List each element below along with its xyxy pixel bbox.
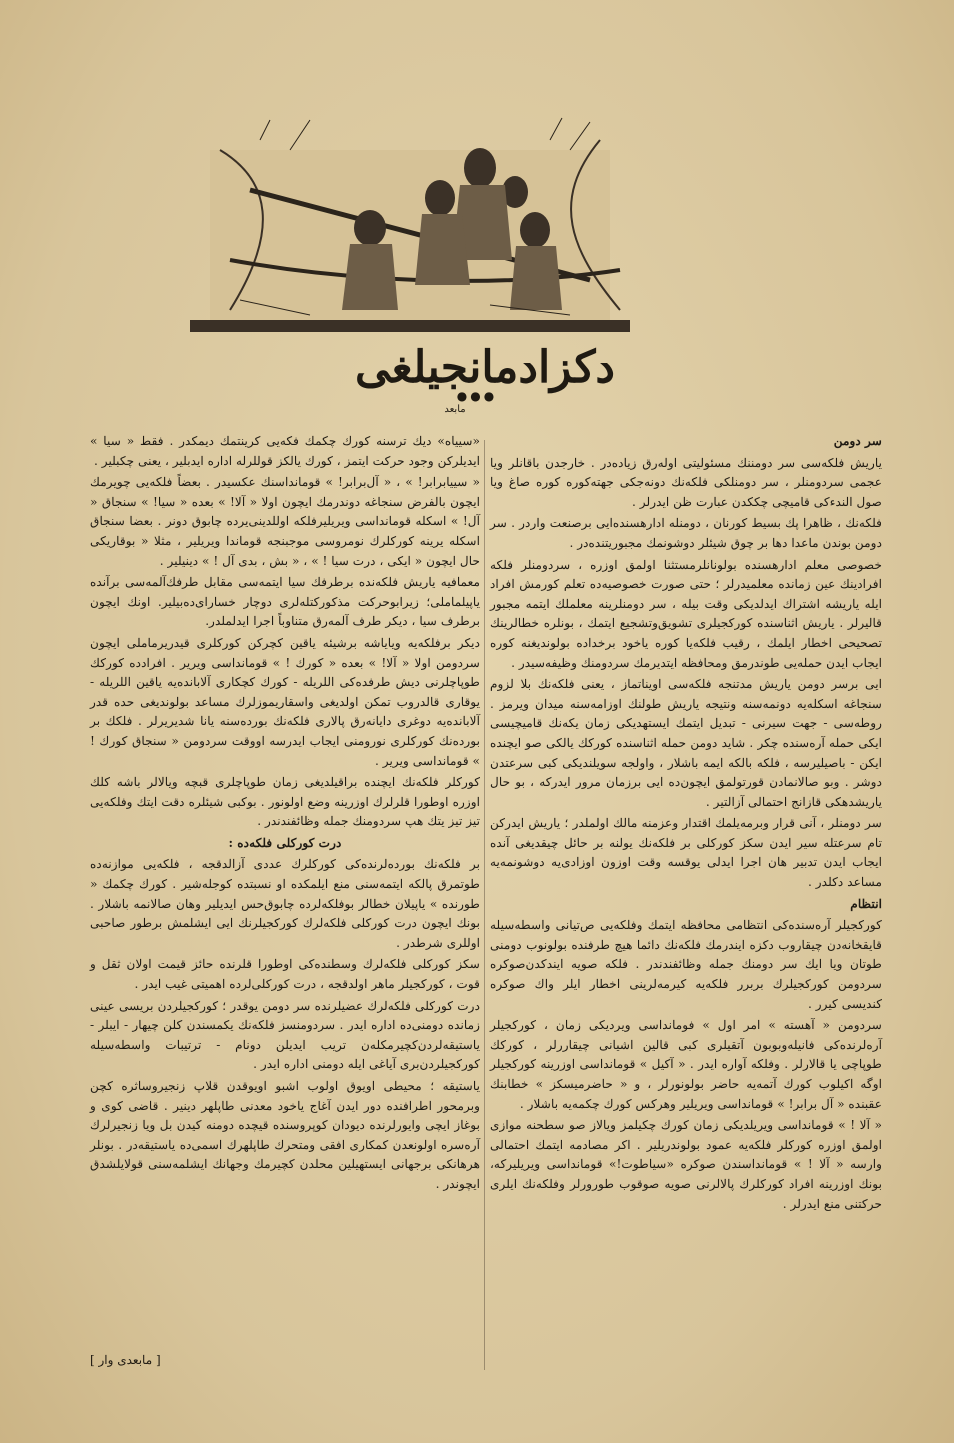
continued-note: [ مابعدى وار ] <box>90 1353 161 1367</box>
article-subtitle: مابعد <box>444 404 466 415</box>
right-column <box>490 432 882 1216</box>
paragraph: ايى برسر دومن ياريش مدتنجه فلكه‌سى اويناتماز ، يعنى فلكه‌نك بلا لزوم سنجاغه اسكله‌يه دونمه‌سنه ونتيجه ياريش طولنك اوزامه‌سنه ميدان ويرمز . روطه‌سى - جهت سيرنى - تبديل ايتمك ايستهديكى زمان يكه‌نك قاميچيسى ايكى حمله آره‌سنده چكر . شايد دومن حمله اثناسنده كوركك يالكى صو ايچنده ايكن - باصيليرسه ، فلكه بالكه ايمه باشلار ، واولجه سويلنديكى كبى سرعتدن دوشر . وبو صالانمادن قورتولمق ايچون‌ده ايى برزمان مرور ايدركه ، بو حال ياريشدهكى قازانج احتمالى آزالتير . <box>490 677 882 809</box>
paragraph: سردومن « آهسته » امر اول » فومانداسى ويرديكى زمان ، كوركجيلر آره‌لرنده‌كى فانيله‌وبوبون آتقيلرى كبى قالين اشيانى چيقاررلر ، كوركك طوپاچى يا قالارلر . وفلكه آواره ايدر . « آكيل » قومانداسى اوزرينه كوركجيلر اوگه اكيلوب كورك آتمه‌يه حاضر بولونورلر ، و « حاضرميسكز » خطابنك عقبنده « آل برابر! » قومانداسى ويريلير وهركس كورك چكمه‌يه باشلار . <box>490 1018 882 1111</box>
paragraph: معمافيه ياريش فلكه‌نده برطرفك سيا ايتمه‌سى مقابل طرفك‌آلمه‌سى برآنده ياپيلماملى؛ زيرابوحركت مذكوركتله‌لرى دوچار خساراى‌ده‌بيلير. اونك ايچون برطرف سيا ، ديكر طرف آلمه‌رق متناوباً اجرا ايدلملدر. <box>90 575 480 629</box>
paragraph: سكز كوركلى فلكه‌لرك وسطنده‌كى اوطورا قلرنده حائز قيمت اولان ثقل و قوت ، كوركجيلر ماهر اولدقجه ، درت كوركلى‌لرده اهميتى غيب ايدر . <box>90 957 480 992</box>
paragraph: « آلا ! » قومانداسى ويريلديكى زمان كورك چكيلمز ويالاز صو سطحنه موازى اولمق اوزره كوركلر فلكه‌يه عمود بولوندريلير . اكر مصادمه ايتمك احتمالى وارسه « آلا ! » قومانداسندن صوكره «سياطوت!» قومانداسى ويريليركه، بونك اوزرينه افراد كوركلرك پالالرنى صويه صوقوب طورورلر وفلكه‌نك ايلرى حركتنى منع ايدرلر . <box>490 1118 882 1211</box>
paragraph: « سييابرابر! » ، « آل‌برابر! » قومانداسنك عكسيدر . بعضاً فلكه‌يى چويرمك ايچون بالفرض سنجاغه دوندرمك ايچون اولا « آلا! » بعده « سيا! » سنجاق « آل! » اسكله قومانداسى ويريليرفلكه اوللدينى‌يرده چابوق دونر . بعضا سنجاق اسكله يرينه كوركلرك نومروسى موجبنجه قوماندا ويريلير ، مثلا « بوقاريكى حال ايچون « ايكى ، درت سيا ! » ، « بش ، بدى آل ! » دينيلير . <box>90 475 480 568</box>
section-heading: درت كوركلى فلكه‌ده : <box>228 835 342 850</box>
section-heading: سر دومن <box>833 434 882 448</box>
paragraph: «سيياه» ديك ترسنه كورك چكمك فكه‌يى كرينتمك ديمكدر . فقط « سيا » ايديلركن وجود حركت ايتمز ، كورك يالكز قوللرله اداره ايدبلير ، يعنى چكبلير . <box>90 434 480 468</box>
section-heading: انتظام <box>850 896 882 911</box>
rowing-crew-illustration <box>190 110 630 332</box>
paragraph: ياستيقه ؛ محيطى اويوق اولوب اشبو اويوقدن قلاپ زنجيروساثره كچن وبرمحور اطرافنده دور ايدن آغاج ياخود معدنى طاپلهر دينير . قاضى كوى و بوغاز ايچى وايورلرنده ديودان كوپروسنده قيچده دومنه كيدن بل ويا زنجيرلرك آره‌سره اولونعدن كمكارى افقى ومتحرك طاپلهرك اسمى‌ده ياستيقه‌در . بونلر هرهانكى برجهانى ايستهيلين محلدن كچيرمك وجهانك ايشلمه‌سنى قولايلشدق ايچوندر . <box>90 1079 480 1191</box>
paragraph: ديكر برفلكه‌يه وياياشه برشيئه ياقين كچركن كوركلرى قيدريرماملى ايچون سردومن اولا « آلا! » بعده « كورك ! » قومانداسى ويرير . افرادده كوركك طوپاچلرنى ديش طرفده‌كى اللريله - كورك كچكارى آلابانده‌يه ياقين اللريله - يوقارى قالدروب تمكن اولديغى واسقاريموزلرك مساعد بولونديغى حده قدر آلابانده‌يه دوغرى دايانه‌رق پالارى فلكه‌نك بورده‌سنه يانا شديريرلر . فلكك بر بورده‌نك كوركلرى نورومنى ايجاب ايدرسه اووقت سردومن « سنجاق كورك ! » قومانداسى ويرير . <box>90 635 480 768</box>
paragraph: ياريش فلكه‌سى سر دومننك مسئوليتى اوله‌رق زياده‌در . خارجدن باقانلر ويا عجمى سردومنلر ، سر دومنلكى فلكه‌نك دونه‌جكى جهته‌كوره كوره صاغ ويا صول الندءكى قاميچى چككدن عبارت ظن ايدرلر . <box>490 455 882 509</box>
column-divider <box>484 440 485 1370</box>
paragraph: كوركجيلر آره‌سنده‌كى انتظامى محافظه ايتمك وفلكه‌يى ص‌تيانى واسطه‌سيله قايقخانه‌دن چيقاروب دكزه ايندرمك فلكه‌نك دائما هيچ طرفنده بولونوب دومنى طوتان ويا ايك سر دومنك جمله وظائفندندر . فلكه صويه ايندكدن‌صوكره سردومن كوركجيلرك بربرر فلكه‌يه كيرمه‌لرينى اخطار ايلر واك صوكره كنديسى كيرر . <box>490 918 882 1011</box>
paragraph: بر فلكه‌نك بورده‌لرنده‌كى كوركلرك عددى آزالدقجه ، فلكه‌يى موازنه‌ده طوتمرق پالكه ايتمه‌سنى منع ايلمكده او نسبتده كوجله‌شير . كورك چكمك « طورنده » ياپيلان خطالر بوفلكه‌لرده چابوق‌حس ايديلير وهان صالانمه باشلار . بونك ايچون درت كوركلى فلكه‌لرك كوركجيلرنك ايى ايشلمش برطور صاحبى اوللرى شرطدر . <box>90 857 480 950</box>
paragraph: سر دومنلر ، آنى قرار وبرمه‌يلمك اقتدار وعزمنه مالك اولملدر ؛ ياريش ايدركن تام سرعتله سير ايدن سكز كوركلى بر فلكه‌نك يولنه بر حائل چيقديغى آنده ايجاب ايدن تدبير هان اجرا ايدلى يوقسه وقت اوزون اوزادى‌يه دوشونمه‌يه مساعد دكلدر . <box>490 816 882 890</box>
left-column <box>90 432 480 1197</box>
article-title: دكزادمانجيلغى <box>354 342 615 393</box>
paragraph: خصوصى معلم ادارهسنده بولونانلرمستثنا اولمق اوزره ، سردومنلر فلكه افرادينك عين زمانده معلميدرلر ؛ حتى صورت خصوصيه‌ده تعلم كورمش افراد ايله ياريشه اشتراك ايدلديكى وقت بيله ، سر دومنلرينه معلملك ايتمه مجبور قاليرلر . ياريش اثناسنده كوركجيلرى تشويق‌وتشجيع ايتمك ، بونلره خطالرينك تصحيحى اخطار ايلمك ، رقيب فلكه‌يا كوره ياخود برخداده بولونديغنه كوره ايجاب ايدن حمله‌يى طوندرمق ومحافظه ايتديرمك سردومنك وظيفه‌سيدر . <box>490 557 882 670</box>
paragraph: درت كوركلى فلكه‌لرك عضيلرنده سر دومن يوقدر ؛ كوركجيلردن بريسى عينى زمانده دومنى‌ده اداره ايدر . سردومنسز فلكه‌نك يكمسندن كلن چيهار - ايبلر - ياستيقه‌لردن‌كچيرمكله‌ن تريب ايديلن دونام - ترتيبات واسطه‌سيله كوركجيلردن‌برى آياغى ايله دومنى اداره ايدر . <box>90 998 480 1072</box>
paragraph: كوركلر فلكه‌نك ايچنده براقيلديغى زمان طوپاچلرى قبچه ويالالر باشه كلك اوزره اوطورا قلرلرك اوزرينه وضع اولونور . بوكبى شيئلره دقت ايتك وفلكه‌يى تيز تيز يتك هپ سردومنك جمله وظائفندندر . <box>90 775 480 829</box>
paragraph: فلكه‌نك ، ظاهرا پك بسيط كورنان ، دومنله ادارهسنده‌ايى برصنعت واردر . سر دومن بوندن ماعدا دها بر چوق شيئلر دوشونمك مجبوريتنده‌در . <box>490 516 882 550</box>
title-ornament: ●●● <box>456 389 498 403</box>
